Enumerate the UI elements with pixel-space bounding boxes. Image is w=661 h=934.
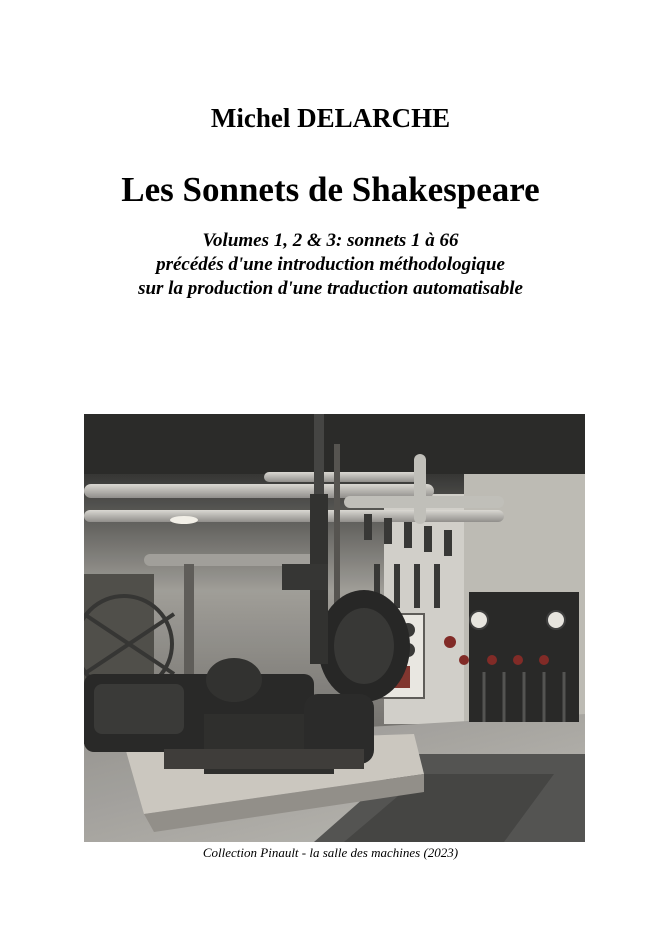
book-title: Les Sonnets de Shakespeare — [121, 170, 540, 209]
subtitle-line-3: sur la production d'une traduction automatisable — [138, 278, 523, 299]
cover-photo-machine-room — [84, 414, 585, 842]
subtitle-line-1: Volumes 1, 2 & 3: sonnets 1 à 66 — [202, 230, 459, 251]
photo-caption: Collection Pinault - la salle des machines (2023) — [202, 845, 459, 860]
subtitle-line-2: précédés d'une introduction méthodologique — [156, 254, 505, 275]
author-name: Michel DELARCHE — [210, 103, 451, 133]
book-subtitle — [0, 229, 661, 301]
